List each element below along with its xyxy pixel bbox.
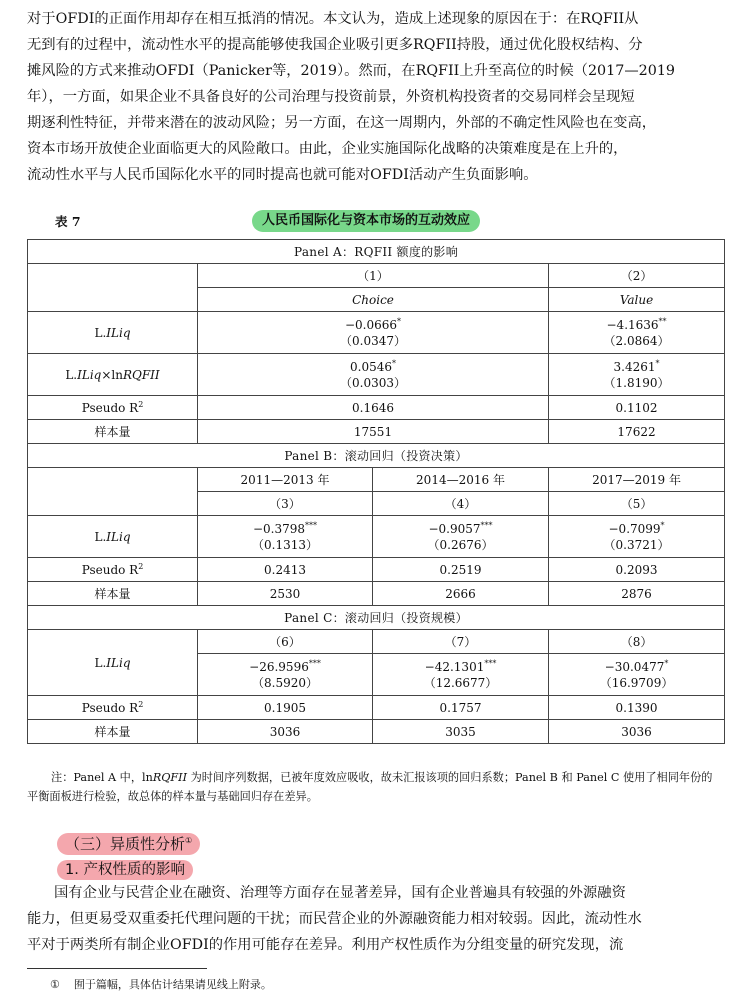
subsection-heading: 1. 产权性质的影响 [57,860,193,880]
footnote-text: 囿于篇幅，具体估计结果请见线上附录。 [73,978,272,991]
coef-cell: −42.1301*** （12.6677） [373,654,549,696]
row-label: 样本量 [28,582,198,606]
footnote-ref[interactable]: ① [185,836,193,845]
text-line: 对于OFDI的正面作用却存在相互抵消的情况。本文认为，造成上述现象的原因在于：在RQFII从 [27,11,639,27]
table-row [28,558,725,582]
panel-b-period-row [28,468,725,492]
table-row [28,312,725,354]
regression-table [27,239,725,744]
table-row [28,420,725,444]
period-label: 2011—2013 年 [198,468,373,492]
row-label: Pseudo $R^2$ [28,558,198,582]
panel-b-heading: Panel B：滚动回归（投资决策） [28,444,725,468]
value-cell: 0.1905 [198,696,373,720]
text-line: 平对于两类所有制企业OFDI的作用可能存在差异。利用产权性质作为分组变量的研究发现，流 [27,937,624,953]
coef-cell: −30.0477* （16.9709） [549,654,725,696]
col-number: （8） [549,630,725,654]
dependent-var: Value [549,288,725,312]
value-cell: 17551 [198,420,549,444]
panel-c-colnum-row [28,630,725,654]
col-number: （7） [373,630,549,654]
panel-b-heading-row [28,444,725,468]
row-label: L.ILiq [28,312,198,354]
panel-a-heading: Panel A：RQFII 额度的影响 [28,240,725,264]
coef-cell: −0.9057*** （0.2676） [373,516,549,558]
value-cell: 0.2519 [373,558,549,582]
text-line: 期逐利性特征，并带来潜在的波动风险；另一方面，在这一周期内，外部的不确定性风险也在变高， [27,115,657,131]
text-line: 年），一方面，如果企业不具备良好的公司治理与投资前景，外资机构投资者的交易同样会呈现短 [27,89,635,105]
note-line: 平衡面板进行检验，故总体的样本量与基础回归存在差异。 [27,790,318,803]
table-row [28,354,725,396]
coef-cell: −26.9596*** （8.5920） [198,654,373,696]
table-note [27,768,725,806]
row-label: L.ILiq×lnRQFII [28,354,198,396]
text-line: 国有企业与民营企业在融资、治理等方面存在显著差异，国有企业普遍具有较强的外源融资 [54,885,626,901]
coef-cell: 3.4261* （1.8190） [549,354,725,396]
value-cell: 2666 [373,582,549,606]
value-cell: 3035 [373,720,549,744]
footnote-mark: ① [50,978,60,991]
row-label: Pseudo $R^2$ [28,396,198,420]
dependent-var: Choice [198,288,549,312]
coef-cell: 0.0546* （0.0303） [198,354,549,396]
period-label: 2017—2019 年 [549,468,725,492]
text-line: 能力，但更易受双重委托代理问题的干扰；而民营企业的外源融资能力相对较弱。因此，流动性水 [27,911,642,927]
table-row [28,582,725,606]
note-line: 注：Panel A 中，lnRQFII 为时间序列数据，已被年度效应吸收，故未汇报该项的回归系数；Panel B 和 Panel C 使用了相同年份的 [51,771,713,784]
table-row [28,696,725,720]
col-number: （2） [549,264,725,288]
col-number: （1） [198,264,549,288]
panel-a-heading-row [28,240,725,264]
value-cell: 0.2093 [549,558,725,582]
footnote [50,976,272,992]
text-line: 资本市场开放使企业面临更大的风险敞口。由此，企业实施国际化战略的决策难度是在上升的， [27,141,628,157]
value-cell: 3036 [198,720,373,744]
row-label: Pseudo $R^2$ [28,696,198,720]
table-row [28,516,725,558]
col-number: （5） [549,492,725,516]
value-cell: 0.1390 [549,696,725,720]
value-cell: 0.1102 [549,396,725,420]
table-row [28,396,725,420]
value-cell: 3036 [549,720,725,744]
value-cell: 2530 [198,582,373,606]
coef-cell: −0.0666* （0.0347） [198,312,549,354]
value-cell: 2876 [549,582,725,606]
empty-cell [28,264,198,312]
value-cell: 0.1757 [373,696,549,720]
period-label: 2014—2016 年 [373,468,549,492]
heterogeneity-paragraph [27,880,725,958]
row-label: 样本量 [28,420,198,444]
col-number: （4） [373,492,549,516]
table-row [28,720,725,744]
text-line: 摊风险的方式来推动OFDI（Panicker等，2019）。然而，在RQFII上升至高位的时候（2017—2019 [27,63,676,79]
panel-c-heading-row [28,606,725,630]
panel-c-heading: Panel C：滚动回归（投资规模） [28,606,725,630]
row-label: L.ILiq [28,516,198,558]
coef-cell: −0.3798*** （0.1313） [198,516,373,558]
col-number: （6） [198,630,373,654]
section-heading: （三）异质性分析① [57,833,200,855]
value-cell: 0.1646 [198,396,549,420]
row-label: L.ILiq [28,630,198,696]
text-line: 流动性水平与人民币国际化水平的同时提高也就可能对OFDI活动产生负面影响。 [27,167,538,183]
coef-cell: −4.1636** （2.0864） [549,312,725,354]
coef-cell: −0.7099* （0.3721） [549,516,725,558]
table-label: 表 7 [55,214,81,229]
value-cell: 17622 [549,420,725,444]
row-label: 样本量 [28,720,198,744]
panel-a-colnum-row [28,264,725,288]
table-title: 人民币国际化与资本市场的互动效应 [252,210,480,232]
value-cell: 0.2413 [198,558,373,582]
empty-cell [28,468,198,516]
text-line: 无到有的过程中，流动性水平的提高能够使我国企业吸引更多RQFII持股，通过优化股权结构、分 [27,37,643,53]
col-number: （3） [198,492,373,516]
footnote-divider [27,968,207,969]
intro-paragraph [27,6,725,188]
